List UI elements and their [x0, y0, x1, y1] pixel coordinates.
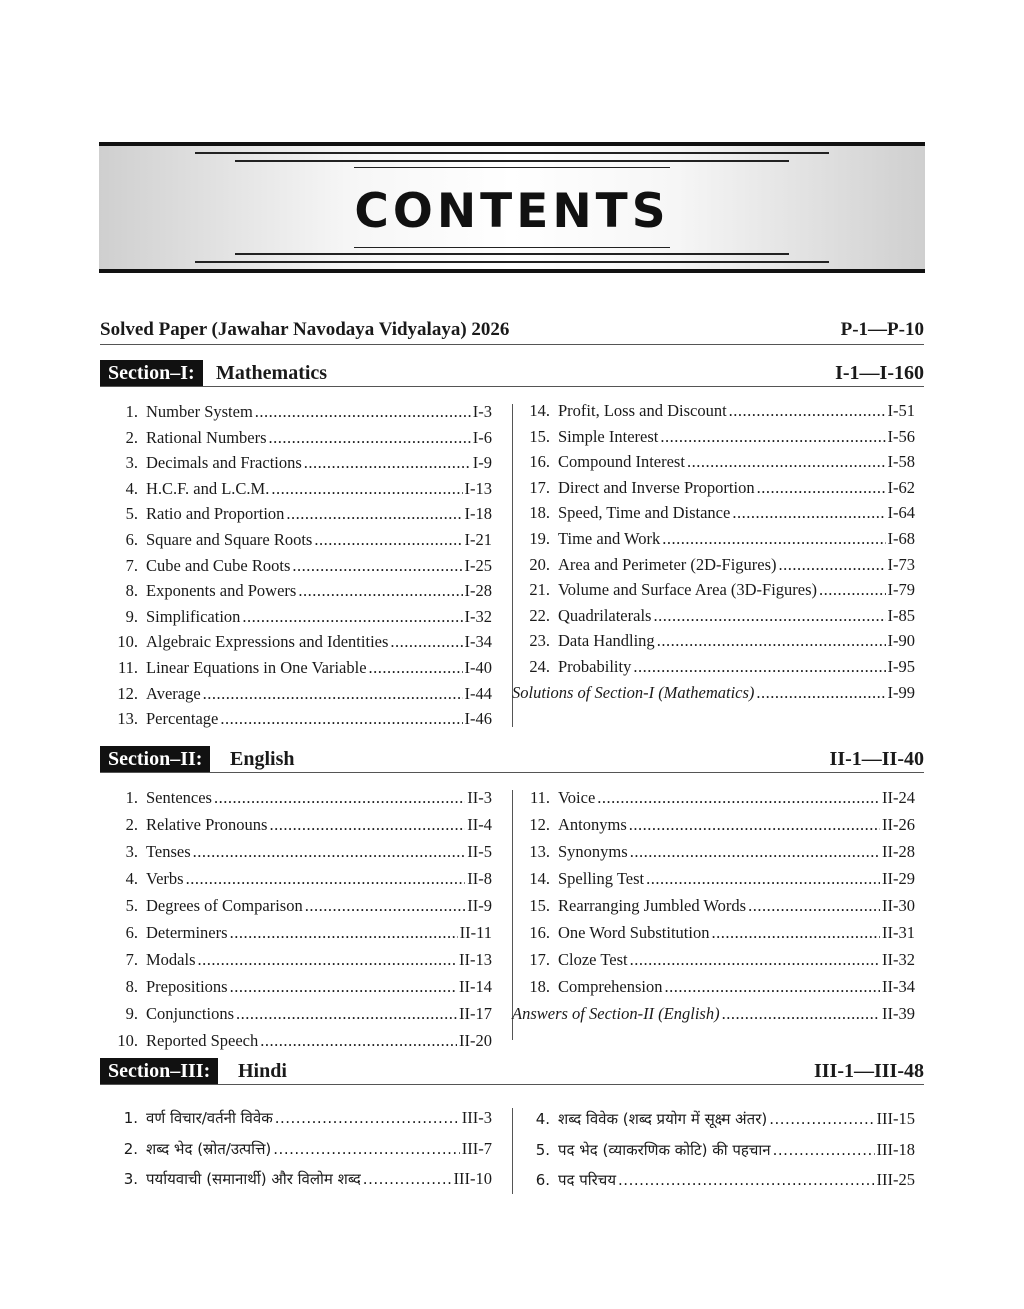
toc-entry-page: III-25	[876, 1170, 915, 1189]
section-name: Hindi	[238, 1060, 287, 1082]
toc-entry-number: 13.	[529, 842, 550, 861]
toc-entry[interactable]	[100, 578, 492, 604]
toc-entry[interactable]	[100, 1164, 492, 1195]
toc-entry-page: I-51	[887, 401, 915, 420]
dot-leader	[757, 475, 886, 501]
toc-entry-title: Degrees of Comparison	[146, 896, 303, 915]
toc-entry-page: I-85	[887, 605, 915, 625]
toc-entry-title: Voice	[558, 788, 596, 807]
toc-entry-number: 23.	[529, 631, 550, 651]
toc-entry-title: Conjunctions	[146, 1004, 235, 1023]
toc-entry[interactable]	[100, 973, 492, 1000]
toc-entry-page: III-10	[453, 1169, 492, 1188]
dot-leader	[665, 973, 881, 1000]
toc-entry[interactable]	[512, 628, 915, 654]
toc-entry-page: II-13	[459, 950, 492, 969]
toc-entry-page: I-58	[887, 452, 915, 472]
toc-entry-page: II-5	[467, 842, 492, 861]
toc-entry[interactable]	[100, 553, 492, 579]
toc-entry-title: Profit, Loss and Discount	[558, 401, 727, 420]
toc-entry-page: II-14	[459, 977, 492, 996]
toc-entry-title: Rearranging Jumbled Words	[558, 896, 747, 915]
toc-entry-title: Synonyms	[558, 842, 628, 861]
dot-leader	[230, 973, 457, 1000]
contents-banner	[99, 142, 925, 273]
toc-entry-page: I-34	[464, 632, 492, 652]
section-range: III-1—III-48	[813, 1060, 924, 1082]
toc-entry-page: I-13	[464, 478, 492, 498]
toc-entry-title: पद परिचय	[558, 1171, 617, 1189]
toc-entry-title: पर्यायवाची (समानार्थी) और विलोम शब्द	[146, 1170, 361, 1188]
dot-leader	[193, 838, 466, 865]
toc-entry-page: II-17	[459, 1004, 492, 1023]
toc-entry-number: 12.	[529, 815, 550, 834]
banner-rule	[195, 261, 829, 263]
toc-entry[interactable]	[100, 604, 492, 630]
toc-entry-page: III-7	[461, 1138, 492, 1158]
dot-leader	[369, 655, 463, 681]
dot-leader	[687, 449, 886, 475]
toc-entry-page: I-9	[472, 453, 492, 473]
toc-entry-number: 4.	[125, 478, 138, 498]
toc-entry-title: Ratio and Proportion	[146, 504, 285, 524]
toc-entry[interactable]	[512, 1135, 915, 1166]
toc-entry-number: 15.	[529, 896, 550, 915]
toc-entry[interactable]	[100, 655, 492, 681]
toc-entry-title: Average	[146, 683, 201, 703]
toc-entry[interactable]	[512, 811, 915, 838]
toc-entry[interactable]	[100, 681, 492, 707]
toc-entry-number: 1.	[125, 402, 138, 421]
toc-entry[interactable]	[512, 892, 915, 919]
toc-entry[interactable]	[100, 476, 492, 502]
dot-leader	[298, 578, 462, 604]
dot-leader	[214, 784, 465, 811]
dot-leader	[646, 865, 880, 892]
toc-entry-title: Rational Numbers	[146, 427, 267, 447]
toc-entry-number: 2.	[125, 427, 138, 447]
toc-entry-page: II-4	[467, 815, 492, 834]
dot-leader	[662, 526, 885, 552]
toc-entry-number: 9.	[125, 606, 138, 626]
toc-entry-page: I-95	[887, 656, 915, 676]
toc-entry-number: 8.	[125, 977, 138, 996]
toc-entry-page: II-9	[467, 896, 492, 915]
dot-leader	[186, 865, 466, 892]
solved-paper-entry[interactable]	[100, 318, 924, 345]
dot-leader	[305, 892, 466, 919]
toc-entry[interactable]	[100, 1134, 492, 1165]
toc-entry-number: 18.	[529, 503, 550, 523]
banner-rule	[235, 253, 789, 255]
toc-entry-page: I-62	[887, 477, 915, 497]
dot-leader	[653, 603, 885, 629]
toc-entry[interactable]	[512, 865, 915, 892]
toc-entry-title: Simplification	[146, 606, 241, 626]
toc-entry-page: III-18	[876, 1139, 915, 1159]
toc-entry-page: III-15	[876, 1109, 915, 1128]
dot-leader	[286, 501, 462, 527]
toc-entry-title: Verbs	[146, 869, 184, 888]
toc-entry[interactable]	[512, 1104, 915, 1135]
dot-leader	[271, 476, 462, 502]
toc-entry-number: 6.	[535, 1171, 550, 1189]
toc-entry-title: Answers of Section-II (English)	[512, 1004, 720, 1023]
dot-leader	[314, 527, 462, 553]
toc-entry-title: शब्द भेद (स्रोत/उत्पत्ति)	[146, 1139, 272, 1158]
toc-entry-title: Percentage	[146, 709, 219, 729]
toc-entry[interactable]	[100, 946, 492, 973]
toc-entry-page: I-90	[887, 631, 915, 651]
toc-entry-page: I-56	[887, 426, 915, 446]
toc-entry-number: 13.	[117, 709, 138, 729]
section-badge: Section–II:	[100, 746, 210, 772]
toc-entry-number: 9.	[125, 1004, 138, 1023]
toc-entry[interactable]	[512, 1165, 915, 1196]
toc-entry-number: 10.	[117, 1031, 138, 1050]
dot-leader	[660, 424, 885, 450]
toc-entry-title: Square and Square Roots	[146, 529, 313, 549]
toc-column-left	[100, 399, 492, 732]
dot-leader	[198, 946, 458, 973]
toc-entry[interactable]	[100, 629, 492, 655]
solved-paper-title: Solved Paper (Jawahar Navodaya Vidyalaya) 2026	[100, 319, 510, 340]
toc-entry-title: Cube and Cube Roots	[146, 555, 291, 575]
toc-entry-title: Quadrilaterals	[558, 605, 652, 625]
toc-entry[interactable]	[512, 654, 915, 680]
toc-entry-page: I-44	[464, 683, 492, 703]
toc-column-right	[512, 784, 915, 1027]
toc-entry[interactable]	[512, 919, 915, 946]
toc-entry-title: Exponents and Powers	[146, 581, 297, 601]
toc-entry-title: Compound Interest	[558, 452, 685, 472]
toc-entry-number: 4.	[125, 869, 138, 888]
toc-entry-title: Sentences	[146, 788, 212, 807]
toc-entry[interactable]	[100, 706, 492, 732]
toc-entry-number: 17.	[529, 950, 550, 969]
toc-entry-page: I-32	[464, 606, 492, 626]
toc-entry-title: Simple Interest	[558, 426, 659, 446]
toc-entry-title: Algebraic Expressions and Identities	[146, 632, 389, 652]
toc-entry[interactable]	[512, 449, 915, 475]
toc-entry[interactable]	[512, 552, 915, 578]
toc-entry[interactable]	[512, 577, 915, 603]
toc-entry[interactable]	[100, 450, 492, 476]
toc-entry-page: II-29	[882, 869, 915, 888]
dot-leader	[748, 892, 880, 919]
toc-entry-title: Direct and Inverse Proportion	[558, 477, 755, 497]
toc-entry-number: 20.	[529, 554, 550, 574]
toc-entry-page: II-28	[882, 842, 915, 861]
toc-entry-number: 2.	[123, 1139, 138, 1158]
toc-entry[interactable]	[512, 1000, 915, 1027]
toc-entry[interactable]	[512, 946, 915, 973]
banner-rule	[195, 152, 829, 154]
toc-entry-number: 16.	[529, 923, 550, 942]
toc-entry-number: 6.	[125, 529, 138, 549]
dot-leader	[630, 946, 880, 973]
toc-entry-title: Probability	[558, 656, 632, 676]
toc-entry-number: 8.	[125, 581, 138, 601]
toc-entry[interactable]	[512, 526, 915, 552]
toc-entry[interactable]	[512, 603, 915, 629]
toc-entry-title: Number System	[146, 402, 253, 421]
toc-entry[interactable]	[100, 811, 492, 838]
toc-entry[interactable]	[512, 424, 915, 450]
toc-entry-number: 2.	[125, 815, 138, 834]
toc-entry-page: III-3	[461, 1108, 492, 1127]
dot-leader	[722, 1000, 880, 1027]
section-range: II-1—II-40	[829, 748, 924, 770]
toc-entry-page: II-20	[459, 1031, 492, 1050]
toc-entry-number: 7.	[125, 555, 138, 575]
toc-entry-page: I-40	[464, 657, 492, 677]
toc-entry-page: I-6	[472, 427, 492, 447]
section-header-hindi	[100, 1058, 924, 1085]
toc-entry-page: I-46	[464, 709, 492, 729]
toc-entry[interactable]	[512, 500, 915, 526]
toc-entry[interactable]	[512, 973, 915, 1000]
toc-entry-number: 3.	[123, 1170, 138, 1188]
toc-column-left	[100, 1103, 492, 1195]
toc-entry-page: I-25	[464, 555, 492, 575]
dot-leader	[363, 1164, 452, 1195]
toc-entry-number: 18.	[529, 977, 550, 996]
toc-entry[interactable]	[100, 838, 492, 865]
toc-entry-title: शब्द विवेक (शब्द प्रयोग में सूक्ष्म अंतर)	[558, 1110, 768, 1128]
toc-entry[interactable]	[100, 892, 492, 919]
dot-leader	[618, 1165, 874, 1196]
toc-entry-title: Tenses	[146, 842, 191, 861]
toc-entry-page: II-11	[459, 923, 492, 942]
banner-rule	[235, 160, 789, 162]
toc-entry-title: Spelling Test	[558, 869, 645, 888]
toc-entry-number: 1.	[123, 1109, 138, 1127]
toc-entry-page: II-8	[467, 869, 492, 888]
toc-entry-title: Modals	[146, 950, 196, 969]
section-badge: Section–III:	[100, 1058, 218, 1084]
dot-leader	[390, 629, 462, 655]
dot-leader	[769, 1104, 874, 1135]
toc-entry[interactable]	[100, 501, 492, 527]
toc-entry-number: 5.	[535, 1140, 550, 1159]
dot-leader	[773, 1135, 875, 1166]
dot-leader	[779, 552, 886, 578]
section-badge: Section–I:	[100, 360, 203, 386]
toc-entry-title: Reported Speech	[146, 1031, 259, 1050]
toc-entry-page: I-68	[887, 528, 915, 548]
toc-entry-title: Decimals and Fractions	[146, 453, 302, 473]
toc-entry-number: 3.	[125, 842, 138, 861]
toc-entry[interactable]	[100, 865, 492, 892]
toc-entry[interactable]	[512, 838, 915, 865]
toc-entry-title: Solutions of Section-I (Mathematics)	[512, 682, 755, 702]
dot-leader	[657, 628, 886, 654]
dot-leader	[732, 500, 885, 526]
section-header-mathematics	[100, 360, 924, 387]
section-name: English	[230, 748, 295, 770]
toc-entry-page: II-31	[882, 923, 915, 942]
toc-entry-title: H.C.F. and L.C.M.	[146, 478, 270, 498]
toc-entry-number: 6.	[125, 923, 138, 942]
toc-entry-number: 7.	[125, 950, 138, 969]
toc-entry[interactable]	[512, 680, 915, 706]
dot-leader	[629, 811, 880, 838]
toc-entry-title: Speed, Time and Distance	[558, 503, 731, 523]
dot-leader	[711, 919, 880, 946]
dot-leader	[269, 811, 465, 838]
dot-leader	[220, 706, 462, 732]
toc-entry-number: 16.	[529, 452, 550, 472]
toc-entry-number: 4.	[535, 1110, 550, 1128]
toc-entry-title: Area and Perimeter (2D-Figures)	[558, 554, 777, 574]
toc-entry-number: 21.	[529, 580, 550, 600]
toc-entry-title: Time and Work	[558, 528, 661, 548]
toc-entry-number: 17.	[529, 477, 550, 497]
solved-paper-pages: P-1—P-10	[840, 319, 924, 340]
toc-entry[interactable]	[100, 425, 492, 451]
toc-entry-number: 5.	[125, 504, 138, 524]
toc-entry-title: Cloze Test	[558, 950, 628, 969]
banner-rule	[354, 247, 670, 248]
toc-entry-number: 10.	[117, 632, 138, 652]
toc-entry-page: II-32	[882, 950, 915, 969]
dot-leader	[633, 654, 885, 680]
section-name: Mathematics	[216, 362, 328, 384]
toc-entry-title: Antonyms	[558, 815, 627, 834]
toc-entry-number: 11.	[529, 788, 550, 807]
toc-entry-page: I-18	[464, 504, 492, 524]
toc-entry-number: 24.	[529, 656, 550, 676]
dot-leader	[275, 1103, 460, 1134]
toc-entry-page: II-3	[467, 788, 492, 807]
toc-entry-title: Volume and Surface Area (3D-Figures)	[558, 580, 818, 600]
toc-entry-title: Relative Pronouns	[146, 815, 268, 834]
toc-entry-page: I-99	[887, 682, 915, 702]
banner-rule	[354, 167, 670, 168]
toc-column-right	[512, 1104, 915, 1196]
dot-leader	[236, 1000, 457, 1027]
dot-leader	[304, 450, 471, 476]
toc-entry[interactable]	[512, 784, 915, 811]
toc-entry-number: 1.	[125, 788, 138, 807]
dot-leader	[630, 838, 880, 865]
toc-entry-number: 15.	[529, 426, 550, 446]
toc-entry-page: I-79	[887, 580, 915, 600]
toc-entry-title: Comprehension	[558, 977, 663, 996]
toc-entry-title: Linear Equations in One Variable	[146, 657, 367, 677]
toc-entry[interactable]	[100, 399, 492, 425]
dot-leader	[819, 577, 885, 603]
toc-entry[interactable]	[100, 527, 492, 553]
toc-entry-title: Data Handling	[558, 631, 655, 651]
dot-leader	[597, 784, 880, 811]
toc-entry-page: I-64	[887, 503, 915, 523]
dot-leader	[203, 681, 463, 707]
dot-leader	[729, 398, 886, 424]
section-header-english	[100, 746, 924, 773]
toc-entry-page: I-73	[887, 554, 915, 574]
dot-leader	[255, 399, 471, 425]
toc-entry-page: I-28	[464, 581, 492, 601]
toc-entry[interactable]	[100, 1000, 492, 1027]
toc-entry-page: II-34	[882, 977, 915, 996]
toc-entry[interactable]	[512, 475, 915, 501]
section-range: I-1—I-160	[835, 362, 924, 384]
toc-entry-page: II-30	[882, 896, 915, 915]
toc-entry-title: Prepositions	[146, 977, 228, 996]
toc-entry-number: 14.	[529, 869, 550, 888]
toc-entry[interactable]	[100, 784, 492, 811]
toc-entry-page: I-21	[464, 529, 492, 549]
toc-entry-title: वर्ण विचार/वर्तनी विवेक	[146, 1109, 273, 1127]
dot-leader	[273, 1134, 459, 1165]
dot-leader	[260, 1027, 457, 1054]
toc-entry-number: 11.	[117, 657, 138, 677]
toc-entry-number: 19.	[529, 528, 550, 548]
toc-entry-page: II-39	[882, 1004, 915, 1023]
toc-entry-number: 12.	[117, 683, 138, 703]
toc-entry-title: Determiners	[146, 923, 228, 942]
toc-entry[interactable]	[100, 919, 492, 946]
toc-entry-title: One Word Substitution	[558, 923, 710, 942]
toc-entry-page: I-3	[472, 402, 492, 421]
toc-entry[interactable]	[100, 1027, 492, 1054]
toc-entry[interactable]	[100, 1103, 492, 1134]
toc-entry-number: 5.	[125, 896, 138, 915]
toc-entry-number: 22.	[529, 605, 550, 625]
toc-column-right	[512, 398, 915, 705]
dot-leader	[756, 680, 885, 706]
toc-entry-page: II-24	[882, 788, 915, 807]
page-title: CONTENTS	[354, 184, 670, 239]
dot-leader	[242, 604, 462, 630]
toc-entry-page: II-26	[882, 815, 915, 834]
dot-leader	[269, 425, 471, 451]
dot-leader	[292, 553, 462, 579]
dot-leader	[230, 919, 458, 946]
toc-column-left	[100, 784, 492, 1054]
toc-entry-title: पद भेद (व्याकरणिक कोटि) की पहचान	[558, 1140, 771, 1159]
toc-entry-number: 14.	[529, 401, 550, 420]
toc-entry[interactable]	[512, 398, 915, 424]
toc-entry-number: 3.	[125, 453, 138, 473]
